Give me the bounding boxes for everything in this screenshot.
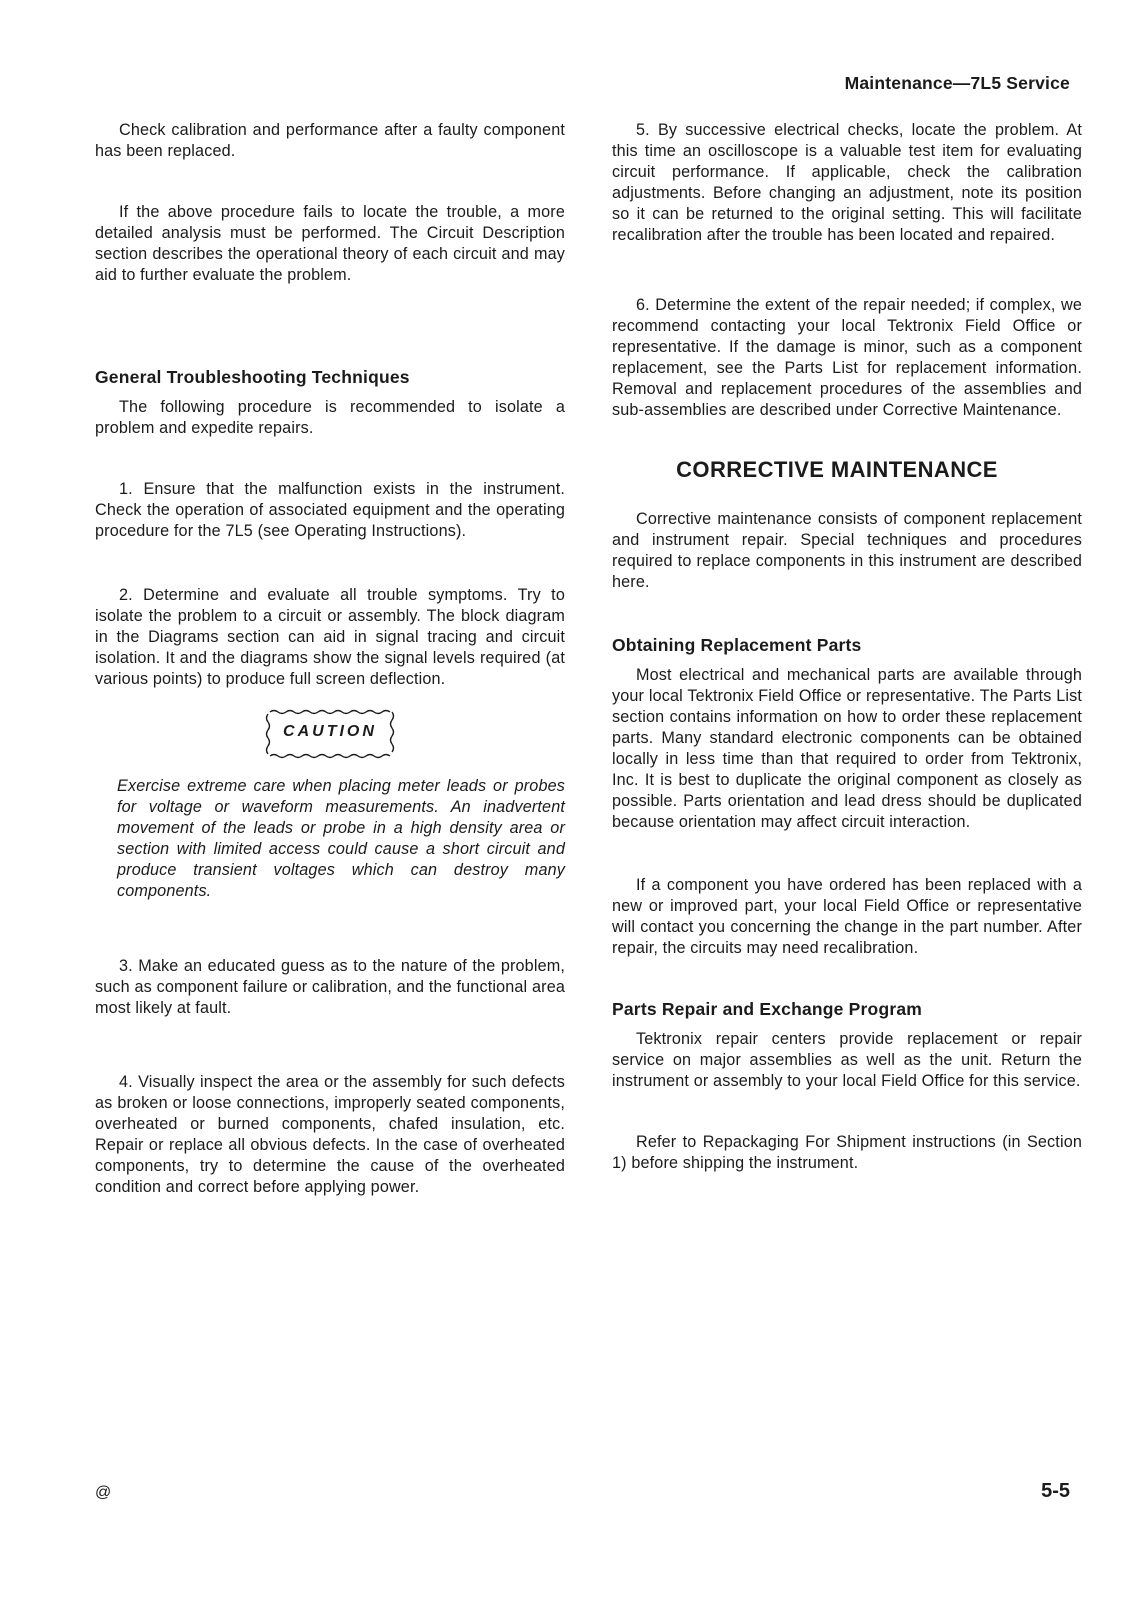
general-troubleshooting-heading: General Troubleshooting Techniques [95,367,410,387]
obtaining-parts-heading: Obtaining Replacement Parts [612,635,862,655]
left-column [95,120,565,1198]
caution-block [95,708,565,760]
parts-repair-paragraph: Tektronix repair centers provide replacement or repair service on major assemblies as well as the unit. Return the instrument or assembly to your local Field Office for this service. [612,1030,1082,1090]
step-4-paragraph: 4. Visually inspect the area or the assembly for such defects as broken or loose connections, improperly seated components, overheated or burned components, chafed insulation, etc. Repair or replace all obvious defects. In the case of overheated components, try to determine the cause of the overheated condition and correct before applying power. [95,1073,565,1196]
following-procedure-paragraph: The following procedure is recommended to isolate a problem and expedite repairs. [95,398,565,437]
refer-repackaging-paragraph: Refer to Repackaging For Shipment instructions (in Section 1) before shipping the instrument. [612,1133,1082,1172]
parts-repair-heading: Parts Repair and Exchange Program [612,999,923,1019]
step-3-paragraph: 3. Make an educated guess as to the nature of the problem, such as component failure or calibration, and the functional area most likely at fault. [95,957,565,1017]
step-1-paragraph: 1. Ensure that the malfunction exists in the instrument. Check the operation of associated equipment and the operating procedure for the 7L5 (see Operating Instructions). [95,480,565,540]
obtaining-parts-paragraph: Most electrical and mechanical parts are available through your local Tektronix Field Office or representative. The Parts List section contains information on how to order these replacement parts. Many standard electronic components can be obtained locally in less time than that required to order from Tektronix, Inc. It is best to duplicate the original component as closely as possible. Parts orientation and lead dress should be duplicated because orientation may affect circuit interaction. [612,666,1082,831]
step-6-paragraph: 6. Determine the extent of the repair needed; if complex, we recommend contacting your local Tektronix Field Office or representative. If the damage is minor, such as a component replacement, see the Parts List for replacement information. Removal and replacement procedures of the assemblies and sub-assemblies are described under Corrective Maintenance. [612,296,1082,419]
component-replaced-paragraph: If a component you have ordered has been replaced with a new or improved part, your local Field Office or representative will contact you concerning the change in the part number. After repair, the circuits may need recalibration. [612,876,1082,957]
right-column [612,120,1082,1174]
page-header: Maintenance—7L5 Service [844,73,1070,93]
caution-label: CAUTION [283,723,377,740]
caution-frame [264,708,396,760]
check-calibration-paragraph: Check calibration and performance after a faulty component has been replaced. [95,121,565,160]
corrective-maintenance-heading: CORRECTIVE MAINTENANCE [676,457,998,482]
footer-symbol: @ [95,1484,112,1501]
corrective-intro-paragraph: Corrective maintenance consists of component replacement and instrument repair. Special techniques and procedures required to replace components in this instrument are described here. [612,510,1082,591]
page-number: 5-5 [1041,1480,1070,1502]
step-2-paragraph: 2. Determine and evaluate all trouble symptoms. Try to isolate the problem to a circuit or assembly. The block diagram in the Diagrams section can aid in signal tracing and circuit isolation. It and the diagrams show the signal levels required (at various points) to produce full screen deflection. [95,586,565,688]
step-5-paragraph: 5. By successive electrical checks, locate the problem. At this time an oscilloscope is a valuable test item for evaluating circuit performance. If applicable, check the calibration adjustments. Before changing an adjustment, note its position so it can be returned to the original setting. This will facilitate recalibration after the trouble has been located and repaired. [612,121,1082,244]
caution-warning-text: Exercise extreme care when placing meter leads or probes for voltage or waveform measurements. An inadvertent movement of the leads or probe in a high density area or section with limited access could cause a short circuit and produce transient voltages which can destroy many components. [117,777,565,900]
above-procedure-paragraph: If the above procedure fails to locate the trouble, a more detailed analysis must be performed. The Circuit Description section describes the operational theory of each circuit and may aid to further evaluate the problem. [95,203,565,284]
